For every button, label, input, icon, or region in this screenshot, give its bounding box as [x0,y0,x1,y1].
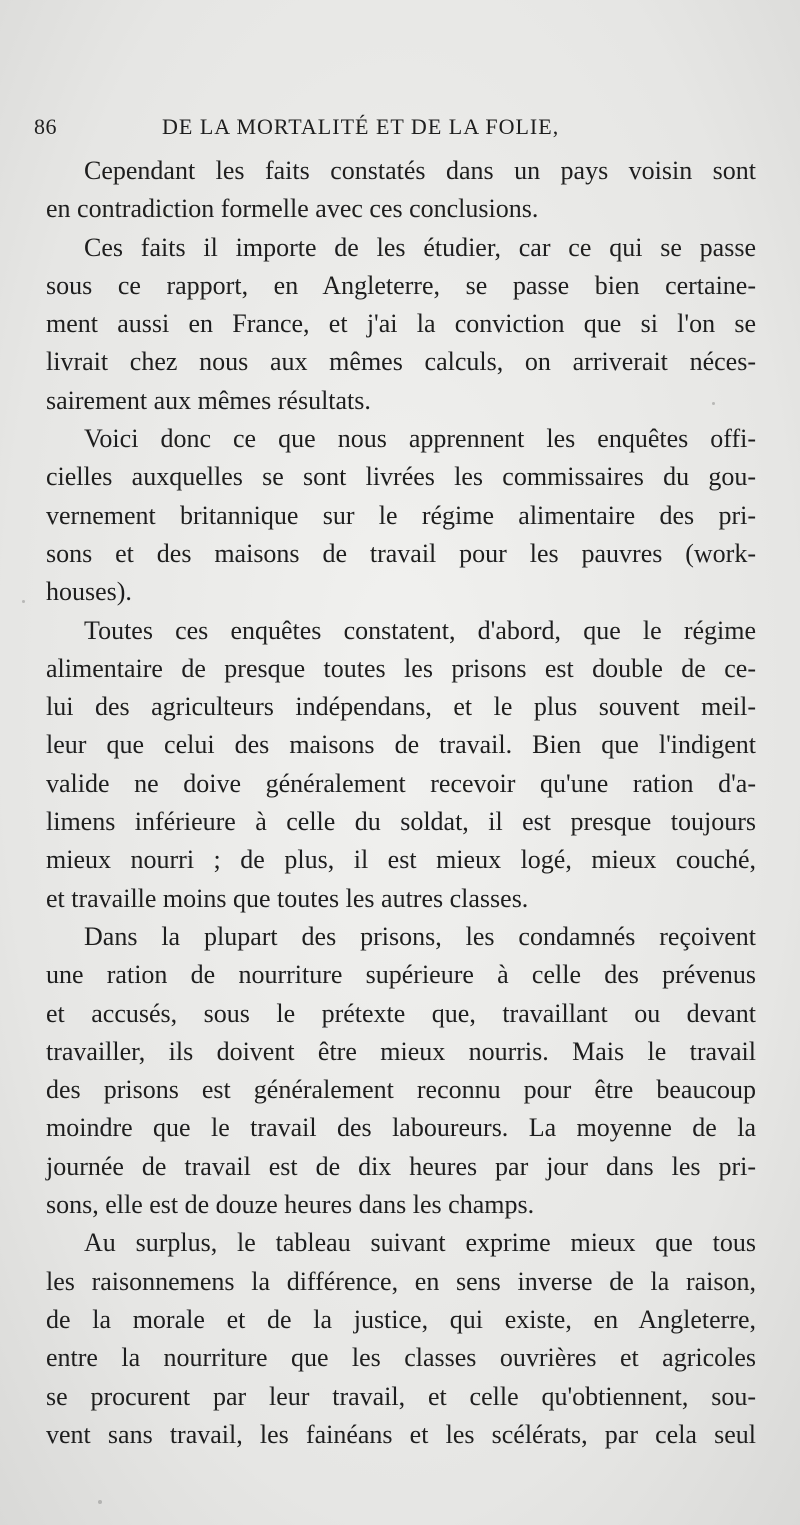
text-line: livrait chez nous aux mêmes calculs, on arriverait néces- [46,347,756,377]
text-line: sairement aux mêmes résultats. [46,385,371,415]
text-line: sons et des maisons de travail pour les pauvres (work- [46,538,756,568]
text-line: les raisonnemens la différence, en sens inverse de la raison, [46,1266,756,1296]
text-line: Cependant les faits constatés dans un pays voisin sont [84,156,756,185]
text-line: de la morale et de la justice, qui existe, en Angleterre, [46,1304,756,1334]
text-line: leur que celui des maisons de travail. Bien que l'indigent [46,730,756,760]
text-line: vent sans travail, les fainéans et les scélérats, par cela seul [46,1419,756,1449]
text-line: valide ne doive généralement recevoir qu'une ration d'a- [46,768,756,798]
body-text [46,152,756,1454]
text-line: alimentaire de presque toutes les prisons est double de ce- [46,653,756,683]
text-line: cielles auxquelles se sont livrées les commissaires du gou- [46,462,756,492]
text-line: et accusés, sous le prétexte que, travaillant ou devant [46,998,756,1028]
text-line: sons, elle est de douze heures dans les champs. [46,1190,535,1220]
text-line: houses). [46,577,132,607]
text-line: moindre que le travail des laboureurs. La moyenne de la [46,1113,756,1143]
text-line: en contradiction formelle avec ces conclusions. [46,194,539,224]
page-number: 86 [34,114,57,139]
paper-speck [98,1500,102,1504]
text-line: et travaille moins que toutes les autres classes. [46,883,529,913]
paper-speck [712,402,715,405]
text-line: Ces faits il importe de les étudier, car ce qui se passe [84,232,756,262]
text-line: des prisons est généralement reconnu pour être beaucoup [46,1075,756,1105]
text-line: une ration de nourriture supérieure à celle des prévenus [46,960,756,990]
text-line: journée de travail est de dix heures par jour dans les pri- [46,1151,756,1181]
text-line: vernement britannique sur le régime alimentaire des pri- [46,500,756,530]
text-line: Toutes ces enquêtes constatent, d'abord, que le régime [84,615,756,645]
text-line: Au surplus, le tableau suivant exprime mieux que tous [84,1228,756,1258]
text-line: mieux nourri ; de plus, il est mieux logé, mieux couché, [46,845,756,875]
text-line: limens inférieure à celle du soldat, il est presque toujours [46,807,756,837]
text-line: sous ce rapport, en Angleterre, se passe bien certaine- [46,270,756,300]
text-line: ment aussi en France, et j'ai la conviction que si l'on se [46,309,756,339]
paper-speck [22,600,25,603]
text-line: travailler, ils doivent être mieux nourris. Mais le travail [46,1036,756,1066]
text-line: se procurent par leur travail, et celle qu'obtiennent, sou- [46,1381,756,1411]
text-line: Dans la plupart des prisons, les condamnés reçoivent [84,921,756,951]
running-head: DE LA MORTALITÉ ET DE LA FOLIE, [162,114,560,139]
text-line: lui des agriculteurs indépendans, et le plus souvent meil- [46,692,756,722]
page-header [32,114,752,148]
text-line: entre la nourriture que les classes ouvrières et agricoles [46,1343,756,1373]
text-line: Voici donc ce que nous apprennent les enquêtes offi- [84,424,756,454]
